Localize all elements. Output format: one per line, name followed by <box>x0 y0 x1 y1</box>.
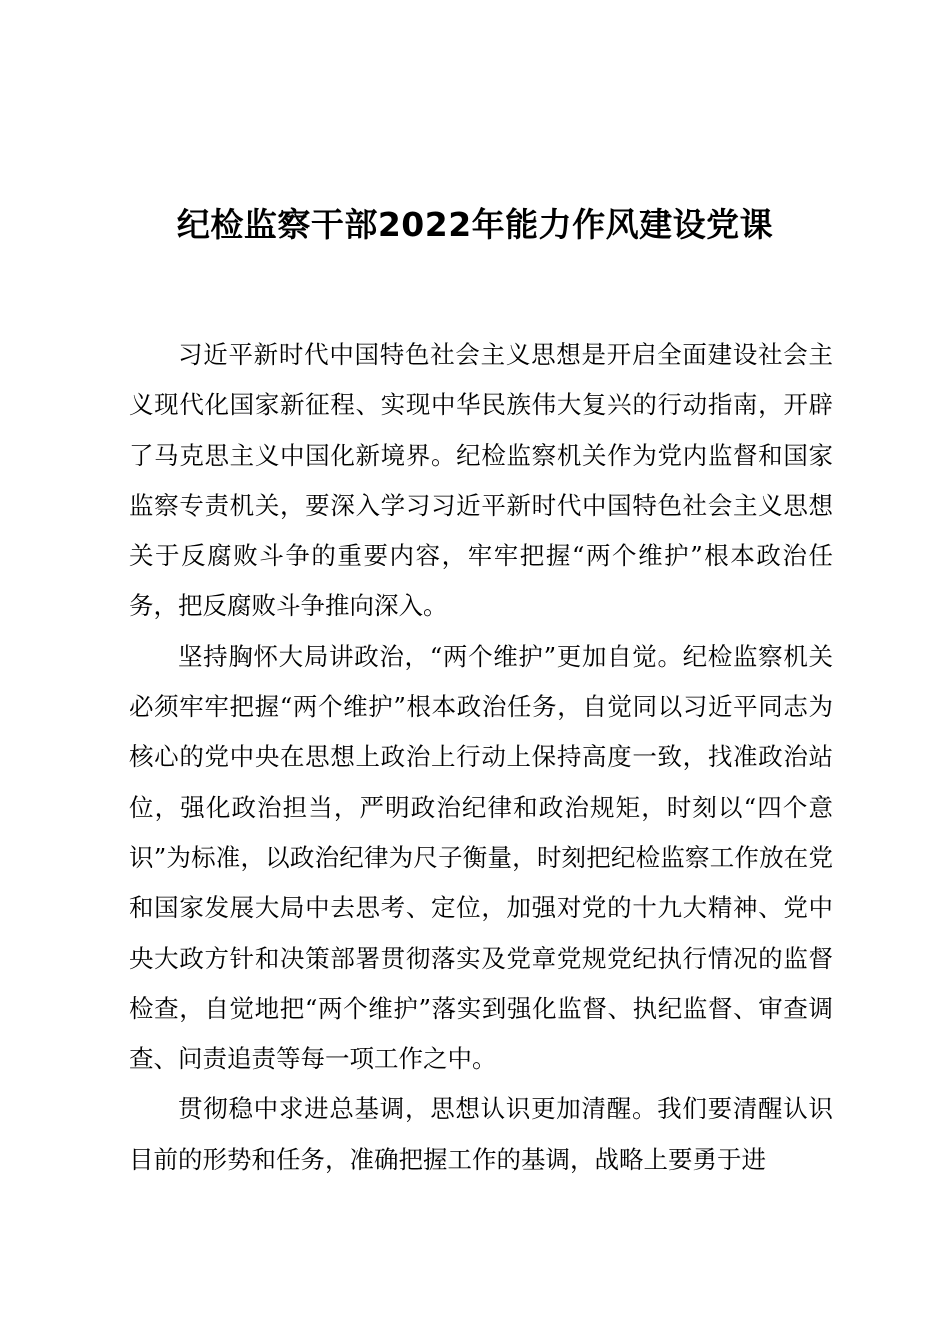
paragraph-stability: 贯彻稳中求进总基调，思想认识更加清醒。我们要清醒认识目前的形势和任务，准确把握工作的基调，战略上要勇于进 <box>129 1094 833 1174</box>
document-title: 纪检监察干部2022年能力作风建设党课 <box>176 205 774 244</box>
document-body <box>129 330 833 1185</box>
paragraph-politics: 坚持胸怀大局讲政治，“两个维护”更加自觉。纪检监察机关必须牢牢把握“两个维护”根本政治任务，自觉同以习近平同志为核心的党中央在思想上政治上行动上保持高度一致，找准政治站位，强化政治担当，严明政治纪律和政治规矩，时刻以“四个意识”为标准，以政治纪律为尺子衡量，时刻把纪检监察工作放在党和国家发展大局中去思考、定位，加强对党的十九大精神、党中央大政方针和决策部署贯彻落实及党章党规党纪执行情况的监督检查，自觉地把“两个维护”落实到强化监督、执纪监督、审查调查、问责追责等每一项工作之中。 <box>129 641 833 1074</box>
paragraph-intro: 习近平新时代中国特色社会主义思想是开启全面建设社会主义现代化国家新征程、实现中华民族伟大复兴的行动指南，开辟了马克思主义中国化新境界。纪检监察机关作为党内监督和国家监察专责机关，要深入学习习近平新时代中国特色社会主义思想关于反腐败斗争的重要内容，牢牢把握“两个维护”根本政治任务，把反腐败斗争推向深入。 <box>129 340 833 621</box>
